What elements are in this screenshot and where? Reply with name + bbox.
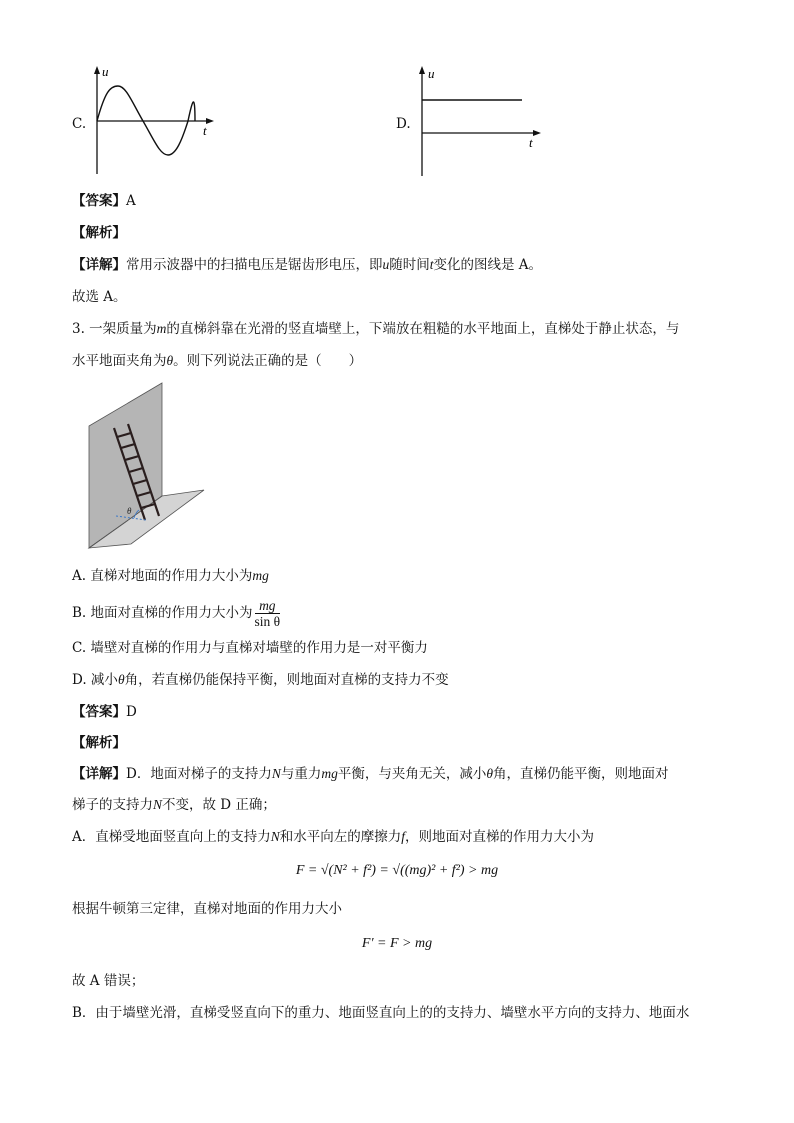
u-axis-arrow <box>94 66 100 74</box>
ladder-figure <box>84 378 209 553</box>
q3-analysis-a-line: A．直梯受地面竖直向上的支持力N和水平向左的摩擦力f，则地面对直梯的作用力大小为 <box>72 829 595 845</box>
q2-detail: 【详解】常用示波器中的扫描电压是锯齿形电压，即u随时间t变化的图线是 A。 <box>72 257 543 273</box>
axis-u-label: u <box>428 66 435 81</box>
axis-u-label: u <box>102 64 109 79</box>
t-axis-arrow <box>206 118 214 124</box>
q2-conclusion: 故选 A。 <box>72 289 127 305</box>
option-c-sine-graph <box>88 62 218 182</box>
option-c-label: C. <box>72 116 87 132</box>
option-d-constant-graph <box>412 62 547 182</box>
axis-t-label: t <box>529 135 533 150</box>
a-conclusion: 故 A 错误； <box>72 973 145 989</box>
q3-stem-line2: 水平地面夹角为θ。则下列说法正确的是（ ） <box>72 353 363 369</box>
option-a: A. 直梯对地面的作用力大小为mg <box>72 568 269 584</box>
t-axis-arrow <box>533 130 541 136</box>
q3-detail-line2: 梯子的支持力N不变，故 D 正确； <box>72 797 276 813</box>
option-b: B. 地面对直梯的作用力大小为 $\frac{mg}{\text{sin θ}}$ <box>72 598 281 629</box>
q3-analysis-tag: 【解析】 <box>72 735 126 751</box>
q3-stem-line1: 3. 一架质量为m的直梯斜靠在光滑的竖直墙壁上，下端放在粗糙的水平地面上，直梯处于静止状态，与 <box>72 321 680 337</box>
option-d-label: D. <box>396 116 411 132</box>
equation-2: F′ = F > mg <box>361 936 433 951</box>
analysis-b-line: B．由于墙壁光滑，直梯受竖直向下的重力、地面竖直向上的的支持力、墙壁水平方向的支持力、地面水 <box>72 1005 690 1021</box>
option-b-fraction: $\frac{mg}{\text{sin θ}}$ <box>254 598 281 629</box>
q3-answer: 【答案】D <box>72 704 137 720</box>
option-c: C. 墙壁对直梯的作用力与直梯对墙壁的作用力是一对平衡力 <box>72 640 428 656</box>
option-d: D. 减小θ角，若直梯仍能保持平衡，则地面对直梯的支持力不变 <box>72 672 449 688</box>
newton-third-law-line: 根据牛顿第三定律，直梯对地面的作用力大小 <box>72 901 342 917</box>
q3-detail-line1: 【详解】D．地面对梯子的支持力N与重力mg平衡，与夹角无关，减小θ角，直梯仍能平衡，则地面对 <box>72 766 669 782</box>
angle-theta-label: θ <box>127 506 132 516</box>
axis-t-label: t <box>203 123 207 138</box>
q2-analysis-tag: 【解析】 <box>72 225 126 241</box>
u-axis-arrow <box>419 66 425 74</box>
q2-answer: 【答案】A <box>72 193 136 209</box>
equation-1: F = √(N² + f²) = √((mg)² + f²) > mg <box>295 863 499 878</box>
